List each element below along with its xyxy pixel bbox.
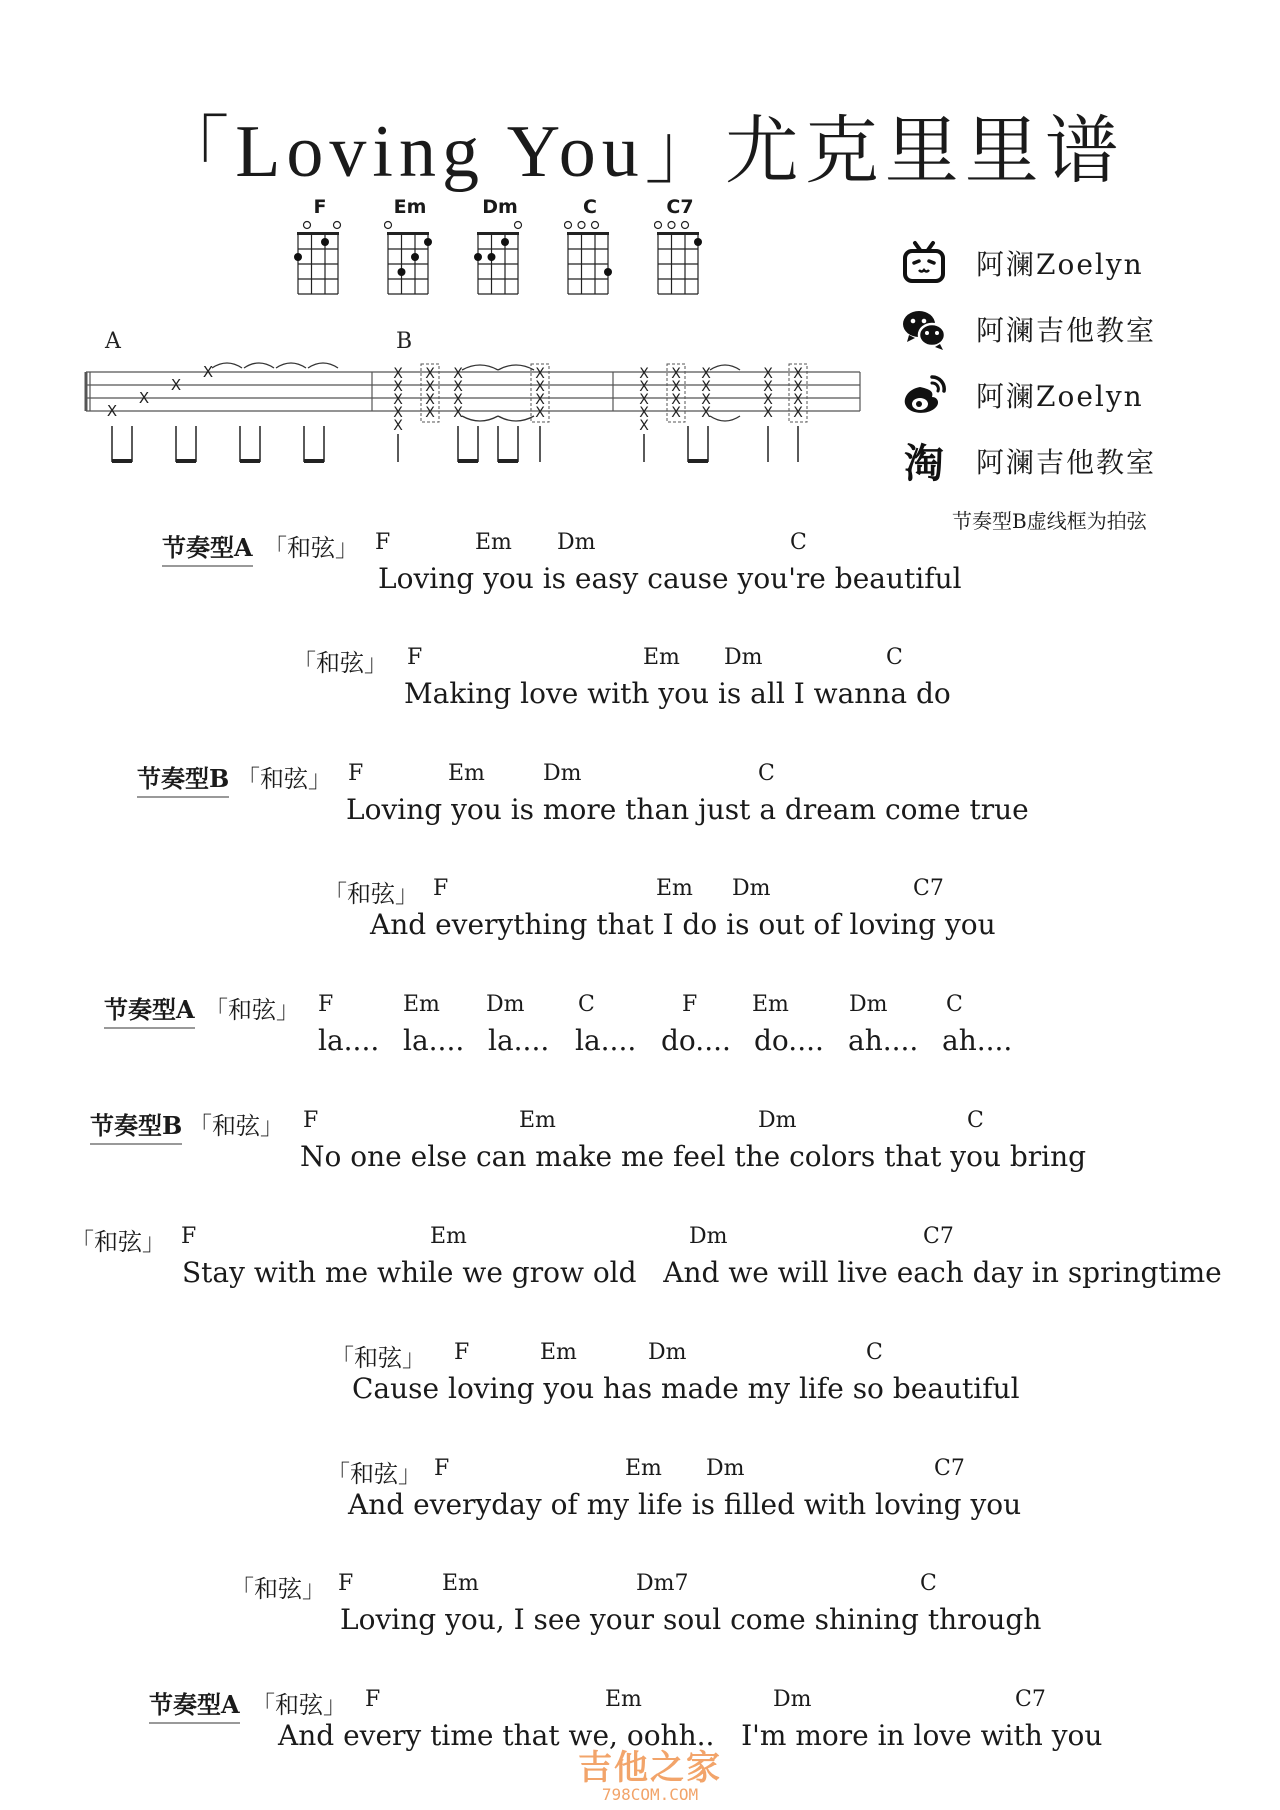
tab-staff — [80, 330, 870, 480]
chord-label: C — [920, 1571, 937, 1596]
section-label-b: B — [396, 330, 413, 354]
svg-text:X: X — [639, 392, 649, 408]
svg-text:X: X — [393, 418, 403, 434]
chord-label: F — [365, 1687, 381, 1712]
chord-label: Em — [430, 1224, 467, 1249]
svg-text:X: X — [793, 405, 803, 421]
chord-diagrams — [290, 196, 730, 306]
lyric-line: Cause loving you has made my life so beautiful — [352, 1372, 1020, 1405]
svg-text:X: X — [453, 379, 463, 395]
svg-text:X: X — [639, 379, 649, 395]
chord-name: C7 — [666, 196, 694, 218]
svg-text:X: X — [701, 392, 711, 408]
svg-text:X: X — [535, 366, 545, 382]
pattern-b-note: 节奏型B虚线框为拍弦 — [952, 509, 1147, 533]
chord-label: Em — [752, 992, 789, 1017]
svg-text:X: X — [793, 392, 803, 408]
social-taobao — [900, 428, 1230, 494]
rhythm-pattern-label: 节奏型A — [104, 990, 195, 1029]
svg-text:X: X — [393, 392, 403, 408]
fretboard-f — [294, 220, 346, 298]
hexian-label: 「和弦」 — [330, 1344, 426, 1372]
taobao-icon — [900, 437, 948, 485]
watermark-main: 吉他之家 — [578, 1748, 722, 1788]
svg-text:X: X — [763, 366, 773, 382]
chord-label: Dm — [543, 761, 582, 786]
lyric-line: And every time that we, oohh.. I'm more in love with you — [278, 1719, 1103, 1752]
svg-text:X: X — [763, 379, 773, 395]
lyric-line: Stay with me while we grow old And we will live each day in springtime — [182, 1256, 1222, 1289]
svg-text:X: X — [793, 366, 803, 382]
svg-text:X: X — [763, 405, 773, 421]
chord-label: Em — [403, 992, 440, 1017]
wechat-icon — [900, 305, 948, 353]
chord-label: F — [433, 876, 449, 901]
social-label: 阿澜吉他教室 — [976, 314, 1157, 347]
chord-label: F — [318, 992, 334, 1017]
lyric-syllable: do.... — [661, 1024, 731, 1057]
svg-text:X: X — [701, 379, 711, 395]
chord-label: Em — [442, 1571, 479, 1596]
chord-label: Dm — [758, 1108, 797, 1133]
chord-label: Em — [625, 1456, 662, 1481]
svg-text:X: X — [535, 405, 545, 421]
chord-label: C — [866, 1340, 883, 1365]
chord-label: F — [682, 992, 698, 1017]
site-watermark — [560, 1740, 740, 1804]
chord-label: C — [758, 761, 775, 786]
hexian-label: 「和弦」 — [70, 1228, 166, 1256]
hexian-label: 「和弦」 — [323, 880, 419, 908]
chord-label: C — [790, 530, 807, 555]
svg-text:X: X — [453, 366, 463, 382]
social-label: 阿澜Zoelyn — [976, 380, 1144, 413]
rhythm-pattern-label: 节奏型A — [162, 528, 253, 567]
chord-label: C7 — [923, 1224, 954, 1249]
lyric-syllable: do.... — [754, 1024, 824, 1057]
chord-label: Em — [605, 1687, 642, 1712]
chord-label: Em — [540, 1340, 577, 1365]
svg-text:淘: 淘 — [904, 441, 944, 485]
chord-label: Dm — [689, 1224, 728, 1249]
chord-label: Em — [656, 876, 693, 901]
chord-label: Dm7 — [636, 1571, 689, 1596]
hexian-label: 「和弦」 — [251, 1691, 347, 1719]
chord-label: Dm — [773, 1687, 812, 1712]
chord-label: Dm — [486, 992, 525, 1017]
svg-text:X: X — [639, 366, 649, 382]
chord-label: Dm — [706, 1456, 745, 1481]
chord-diagram-em — [380, 196, 440, 298]
lyric-syllable: la.... — [488, 1024, 550, 1057]
hexian-label: 「和弦」 — [263, 534, 359, 562]
chord-label: Dm — [648, 1340, 687, 1365]
rhythm-pattern-label: 节奏型A — [149, 1685, 240, 1724]
social-label: 阿澜吉他教室 — [976, 446, 1157, 479]
svg-text:X: X — [639, 418, 649, 434]
lyric-line: Making love with you is all I wanna do — [404, 677, 951, 710]
svg-text:X: X — [671, 405, 681, 421]
rhythm-pattern-label: 节奏型B — [137, 759, 229, 798]
weibo-icon — [900, 371, 948, 419]
lyric-line: Loving you is more than just a dream come true — [346, 793, 1029, 826]
svg-text:X: X — [425, 405, 435, 421]
rhythm-pattern-label: 节奏型B — [90, 1106, 182, 1145]
svg-text:X: X — [535, 379, 545, 395]
chord-diagram-dm — [470, 196, 530, 298]
chord-label: F — [434, 1456, 450, 1481]
chord-name: Em — [393, 196, 427, 218]
lyric-syllable: ah.... — [848, 1024, 919, 1057]
svg-text:X: X — [671, 366, 681, 382]
fretboard-c — [564, 220, 616, 298]
social-wechat — [900, 296, 1230, 362]
lyric-syllable: la.... — [575, 1024, 637, 1057]
fretboard-em — [384, 220, 436, 298]
chord-label: C7 — [913, 876, 944, 901]
chord-name: C — [583, 196, 597, 218]
svg-text:X: X — [425, 366, 435, 382]
lyric-line: No one else can make me feel the colors that you bring — [300, 1140, 1087, 1173]
svg-text:X: X — [453, 392, 463, 408]
chord-label: F — [303, 1108, 319, 1133]
svg-text:X: X — [701, 366, 711, 382]
svg-text:X: X — [425, 392, 435, 408]
hexian-label: 「和弦」 — [292, 649, 388, 677]
chord-label: F — [338, 1571, 354, 1596]
section-label-a: A — [105, 330, 121, 354]
bilibili-icon — [900, 239, 948, 287]
svg-text:X: X — [393, 366, 403, 382]
hexian-label: 「和弦」 — [204, 996, 300, 1024]
chord-label: Em — [448, 761, 485, 786]
svg-text:X: X — [138, 389, 150, 407]
social-label: 阿澜Zoelyn — [976, 248, 1144, 281]
chord-label: Dm — [849, 992, 888, 1017]
chord-label: F — [181, 1224, 197, 1249]
hexian-label: 「和弦」 — [236, 765, 332, 793]
lyric-syllable: ah.... — [942, 1024, 1013, 1057]
fretboard-dm — [474, 220, 526, 298]
chord-label: C — [967, 1108, 984, 1133]
social-weibo — [900, 362, 1230, 428]
lyric-line: And everyday of my life is filled with loving you — [348, 1488, 1022, 1521]
chord-label: Dm — [724, 645, 763, 670]
fretboard-c7 — [654, 220, 706, 298]
chord-label: Dm — [557, 530, 596, 555]
chord-label: Em — [519, 1108, 556, 1133]
page-title: 「Loving You」尤克里里谱 — [155, 111, 1125, 193]
svg-text:X: X — [106, 402, 118, 420]
chord-name: Dm — [482, 196, 518, 218]
chord-label: C — [578, 992, 595, 1017]
chord-label: F — [407, 645, 423, 670]
svg-text:X: X — [535, 392, 545, 408]
svg-text:X: X — [639, 405, 649, 421]
svg-text:X: X — [793, 379, 803, 395]
chord-label: F — [348, 761, 364, 786]
svg-text:X: X — [671, 392, 681, 408]
hexian-label: 「和弦」 — [326, 1460, 422, 1488]
lyric-line: And everything that I do is out of loving you — [370, 908, 996, 941]
svg-text:X: X — [393, 405, 403, 421]
chord-label: Dm — [732, 876, 771, 901]
svg-text:X: X — [393, 379, 403, 395]
svg-text:X: X — [763, 392, 773, 408]
chord-label: F — [375, 530, 391, 555]
svg-text:X: X — [701, 405, 711, 421]
chord-diagram-c — [560, 196, 620, 298]
chord-label: C — [886, 645, 903, 670]
chord-diagram-f — [290, 196, 350, 298]
svg-text:X: X — [671, 379, 681, 395]
hexian-label: 「和弦」 — [230, 1575, 326, 1603]
chord-label: C7 — [1015, 1687, 1046, 1712]
social-bilibili — [900, 230, 1230, 296]
chord-diagram-c7 — [650, 196, 710, 298]
chord-name: F — [313, 196, 327, 218]
chord-label: C — [946, 992, 963, 1017]
svg-text:X: X — [170, 376, 182, 394]
svg-text:X: X — [202, 363, 214, 381]
lyric-syllable: la.... — [403, 1024, 465, 1057]
svg-text:X: X — [453, 405, 463, 421]
lyric-syllable: la.... — [318, 1024, 380, 1057]
chord-label: Em — [475, 530, 512, 555]
chord-label: F — [454, 1340, 470, 1365]
lyric-line: Loving you, I see your soul come shining through — [340, 1603, 1042, 1636]
hexian-label: 「和弦」 — [188, 1112, 284, 1140]
svg-text:X: X — [425, 379, 435, 395]
chord-label: Em — [643, 645, 680, 670]
watermark-sub: 798COM.COM — [601, 1785, 699, 1804]
chord-label: C7 — [934, 1456, 965, 1481]
social-links — [900, 230, 1230, 494]
lyric-line: Loving you is easy cause you're beautiful — [378, 562, 962, 595]
rhythm-tab — [80, 330, 870, 480]
